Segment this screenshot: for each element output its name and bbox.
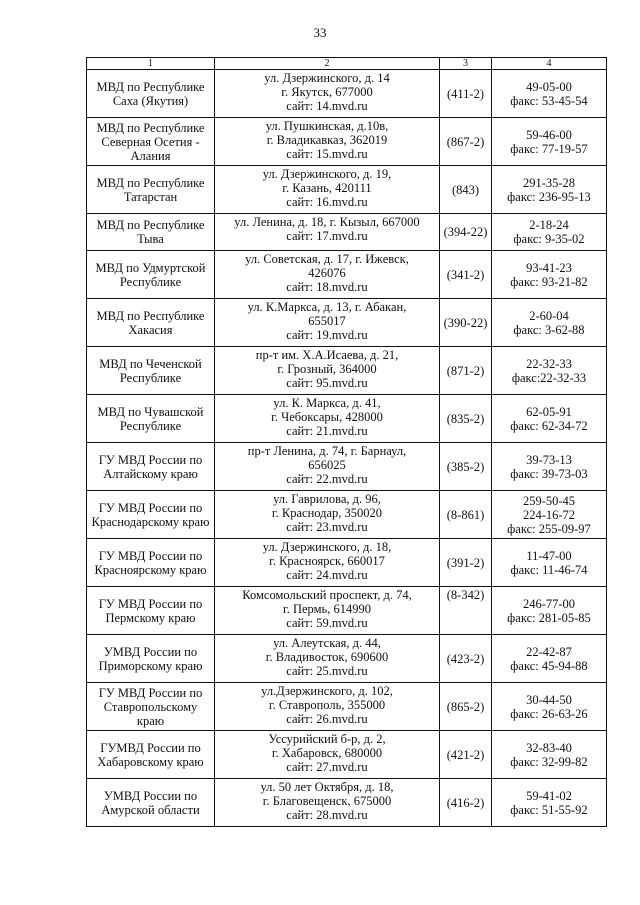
phone-number: факс: 62-34-72 <box>510 418 588 433</box>
column-header-4: 4 <box>492 58 607 70</box>
phone-number: факс: 3-62-88 <box>513 322 585 337</box>
organization-name: МВД по Чеченской Республике <box>87 347 215 395</box>
phone-number: 59-41-02 <box>526 788 572 803</box>
table-row <box>87 539 607 587</box>
address-line: г. Краснодар, 350020 <box>271 506 383 520</box>
address-cell <box>215 118 440 166</box>
address-line: г. Владивосток, 690600 <box>265 650 389 664</box>
website-line: сайт: 59.mvd.ru <box>286 616 368 630</box>
phone-number: факс: 77-19-57 <box>510 141 588 156</box>
website-line: сайт: 21.mvd.ru <box>286 424 368 438</box>
address-line: г. Якутск, 677000 <box>281 85 373 99</box>
address-line: ул. Гаврилова, д. 96, <box>273 492 381 506</box>
phone-number: 32-83-40 <box>526 740 572 755</box>
phone-number: 30-44-50 <box>526 692 572 707</box>
website-line: сайт: 14.mvd.ru <box>286 99 368 113</box>
address-line: ул. Дзержинского, д. 14 <box>264 71 390 85</box>
phone-number: 22-42-87 <box>526 644 572 659</box>
area-code: (423-2) <box>440 635 492 683</box>
page-number: 33 <box>313 25 327 40</box>
address-line: пр-т Ленина, д. 74, г. Барнаул, <box>247 444 407 458</box>
phone-number: факс: 236-95-13 <box>507 189 591 204</box>
address-line: 656025 <box>308 458 346 472</box>
phone-number: факс: 53-45-54 <box>510 93 588 108</box>
address-line: г. Ставрополь, 355000 <box>268 698 386 712</box>
phone-number: факс: 39-73-03 <box>510 466 588 481</box>
column-header-1: 1 <box>87 58 215 70</box>
phone-cell <box>492 214 607 251</box>
contacts-table <box>86 57 607 827</box>
organization-name: МВД по Чувашской Республике <box>87 395 215 443</box>
address-line: ул. К. Маркса, д. 41, <box>273 396 381 410</box>
area-code: (867-2) <box>440 118 492 166</box>
organization-name: ГУ МВД России по Пермскому краю <box>87 587 215 635</box>
area-code: (8-342) <box>440 587 492 635</box>
phone-number: 259-50-45 <box>522 493 576 508</box>
area-code: (871-2) <box>440 347 492 395</box>
address-cell <box>215 731 440 779</box>
website-line: сайт: 18.mvd.ru <box>286 280 368 294</box>
address-line: г. Чебоксары, 428000 <box>271 410 383 424</box>
address-line: ул. Дзержинского, д. 18, <box>262 540 392 554</box>
table-row <box>87 395 607 443</box>
phone-cell <box>492 443 607 491</box>
address-line: г. Владикавказ, 362019 <box>266 133 388 147</box>
address-line: г. Казань, 420111 <box>282 181 372 195</box>
phone-number: 93-41-23 <box>526 260 572 275</box>
phone-cell <box>492 118 607 166</box>
website-line: сайт: 24.mvd.ru <box>286 568 368 582</box>
phone-cell <box>492 395 607 443</box>
phone-cell <box>492 539 607 587</box>
organization-name: МВД по Республике Хакасия <box>87 299 215 347</box>
table-row <box>87 587 607 635</box>
address-line: ул. К.Маркса, д. 13, г. Абакан, <box>247 300 407 314</box>
area-code: (385-2) <box>440 443 492 491</box>
phone-number: 2-60-04 <box>529 308 569 323</box>
area-code: (8-861) <box>440 491 492 539</box>
column-header-3: 3 <box>440 58 492 70</box>
phone-cell <box>492 70 607 118</box>
area-code: (843) <box>440 166 492 214</box>
table-row <box>87 731 607 779</box>
table-row <box>87 214 607 251</box>
phone-number: 22-32-33 <box>526 356 572 371</box>
address-line: г. Грозный, 364000 <box>277 362 377 376</box>
address-line: ул. Дзержинского, д. 19, <box>262 167 392 181</box>
phone-number: 224-16-72 <box>522 507 576 522</box>
website-line: сайт: 26.mvd.ru <box>286 712 368 726</box>
area-code: (865-2) <box>440 683 492 731</box>
address-line: ул.Дзержинского, д. 102, <box>261 684 393 698</box>
address-line: г. Красноярск, 660017 <box>269 554 385 568</box>
area-code: (411-2) <box>440 70 492 118</box>
phone-number: факс: 281-05-85 <box>507 610 591 625</box>
address-line: ул. Алеутская, д. 44, <box>273 636 381 650</box>
area-code: (341-2) <box>440 251 492 299</box>
area-code: (391-2) <box>440 539 492 587</box>
phone-number: 62-05-91 <box>526 404 572 419</box>
organization-name: МВД по Республике Саха (Якутия) <box>87 70 215 118</box>
organization-name: ГУМВД России по Хабаровскому краю <box>87 731 215 779</box>
address-cell <box>215 395 440 443</box>
address-cell <box>215 491 440 539</box>
address-line: пр-т им. Х.А.Исаева, д. 21, <box>255 348 399 362</box>
address-line: ул. Советская, д. 17, г. Ижевск, <box>245 252 409 266</box>
table-row <box>87 299 607 347</box>
address-line: Комсомольский проспект, д. 74, <box>242 588 412 602</box>
website-line: сайт: 27.mvd.ru <box>286 760 368 774</box>
organization-name: ГУ МВД России по Красноярскому краю <box>87 539 215 587</box>
phone-number: 39-73-13 <box>526 452 572 467</box>
website-line: сайт: 25.mvd.ru <box>286 664 368 678</box>
phone-number: факс:22-32-33 <box>511 370 587 385</box>
address-line: г. Благовещенск, 675000 <box>262 794 392 808</box>
area-code: (394-22) <box>440 214 492 251</box>
phone-number: 2-18-24 <box>529 218 569 232</box>
organization-name: ГУ МВД России по Краснодарскому краю <box>87 491 215 539</box>
table-body <box>87 70 607 827</box>
address-line: г. Хабаровск, 680000 <box>271 746 383 760</box>
website-line: сайт: 95.mvd.ru <box>286 376 368 390</box>
address-cell <box>215 635 440 683</box>
address-line: ул. Пушкинская, д.10в, <box>265 119 389 133</box>
address-cell <box>215 251 440 299</box>
website-line: сайт: 17.mvd.ru <box>286 229 368 243</box>
address-cell <box>215 299 440 347</box>
website-line: сайт: 22.mvd.ru <box>286 472 368 486</box>
address-line: ул. Ленина, д. 18, г. Кызыл, 667000 <box>234 215 420 229</box>
phone-cell <box>492 166 607 214</box>
table-row <box>87 347 607 395</box>
table-row <box>87 443 607 491</box>
area-code: (421-2) <box>440 731 492 779</box>
address-cell <box>215 779 440 827</box>
phone-cell <box>492 491 607 539</box>
address-cell <box>215 539 440 587</box>
phone-number: факс: 51-55-92 <box>510 802 588 817</box>
organization-name: МВД по Республике Тыва <box>87 214 215 251</box>
organization-name: МВД по Республике Татарстан <box>87 166 215 214</box>
phone-number: 246-77-00 <box>522 596 576 611</box>
area-code: (390-22) <box>440 299 492 347</box>
address-line: 655017 <box>308 314 346 328</box>
phone-cell <box>492 635 607 683</box>
address-cell <box>215 443 440 491</box>
phone-number: факс: 11-46-74 <box>510 562 588 577</box>
website-line: сайт: 19.mvd.ru <box>286 328 368 342</box>
website-line: сайт: 15.mvd.ru <box>286 147 368 161</box>
area-code: (835-2) <box>440 395 492 443</box>
table-row <box>87 251 607 299</box>
table-row <box>87 491 607 539</box>
phone-number: 59-46-00 <box>526 127 572 142</box>
header-row <box>87 58 607 70</box>
address-cell <box>215 683 440 731</box>
phone-number: факс: 26-63-26 <box>510 706 588 721</box>
organization-name: МВД по Удмуртской Республике <box>87 251 215 299</box>
table-row <box>87 683 607 731</box>
organization-name: УМВД России по Приморскому краю <box>87 635 215 683</box>
phone-number: факс: 255-09-97 <box>507 521 591 536</box>
address-line: ул. 50 лет Октября, д. 18, <box>260 780 394 794</box>
address-cell <box>215 347 440 395</box>
area-code: (416-2) <box>440 779 492 827</box>
phone-cell <box>492 299 607 347</box>
table-row <box>87 70 607 118</box>
table-row <box>87 779 607 827</box>
phone-cell <box>492 251 607 299</box>
website-line: сайт: 28.mvd.ru <box>286 808 368 822</box>
address-cell <box>215 587 440 635</box>
phone-number: факс: 32-99-82 <box>510 754 588 769</box>
table-row <box>87 118 607 166</box>
phone-cell <box>492 347 607 395</box>
phone-number: 11-47-00 <box>526 548 572 563</box>
organization-name: ГУ МВД России по Алтайскому краю <box>87 443 215 491</box>
phone-number: 291-35-28 <box>522 175 576 190</box>
address-line: Уссурийский б-р, д. 2, <box>268 732 386 746</box>
address-cell <box>215 70 440 118</box>
phone-cell <box>492 731 607 779</box>
table-row <box>87 635 607 683</box>
organization-name: МВД по Республике Северная Осетия - Алания <box>87 118 215 166</box>
website-line: сайт: 23.mvd.ru <box>286 520 368 534</box>
table-row <box>87 166 607 214</box>
address-cell <box>215 166 440 214</box>
website-line: сайт: 16.mvd.ru <box>286 195 368 209</box>
organization-name: ГУ МВД России по Ставропольскому краю <box>87 683 215 731</box>
organization-name: УМВД России по Амурской области <box>87 779 215 827</box>
phone-cell <box>492 683 607 731</box>
address-line: 426076 <box>308 266 346 280</box>
column-header-2: 2 <box>215 58 440 70</box>
address-cell <box>215 214 440 251</box>
phone-number: 49-05-00 <box>526 79 572 94</box>
address-line: г. Пермь, 614990 <box>283 602 371 616</box>
phone-number: факс: 9-35-02 <box>513 232 585 246</box>
phone-number: факс: 45-94-88 <box>510 658 588 673</box>
phone-cell <box>492 779 607 827</box>
phone-number: факс: 93-21-82 <box>510 274 588 289</box>
phone-cell <box>492 587 607 635</box>
